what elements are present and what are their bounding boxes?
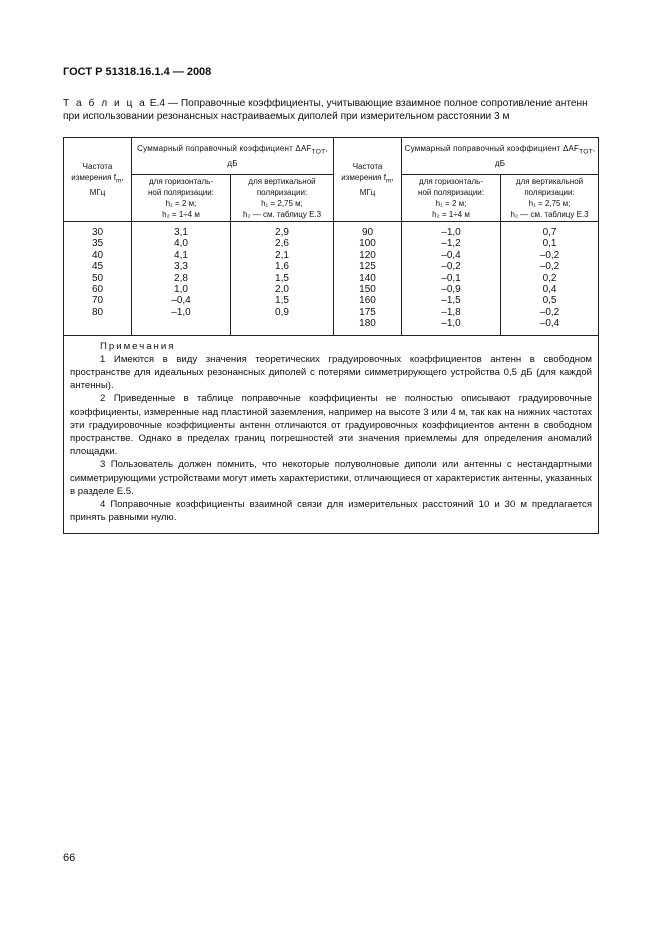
horiz-header-left: для горизонталь- ной поляризации: h₁ = 2 м; h₂ = 1÷4 м (132, 175, 231, 222)
note-1: 1 Имеются в виду значения теоретических градуировочных коэффициентов антенн в свободном пространстве для идеальных резонансных диполей с потерями симметрирующего устройства 0,5 дБ (для каждой антенны). (70, 353, 593, 392)
table-cell-vert: –0,4 (539, 318, 560, 330)
notes-cell (64, 335, 599, 533)
table-cell-freq: 90 (361, 227, 374, 238)
table-cell-horiz: –1,0 (171, 306, 191, 318)
table-cell-horiz: 4,0 (174, 238, 188, 250)
table-cell-vert: –0,2 (539, 249, 560, 261)
table-cell-freq: 125 (359, 261, 376, 273)
table-cell-vert: 0,7 (542, 227, 557, 238)
page-number: 66 (63, 852, 76, 864)
table-cell-vert: 2,9 (275, 227, 289, 238)
table-cell-freq: 80 (91, 306, 104, 318)
table-caption (63, 97, 603, 123)
table-cell-horiz: –1,0 (441, 227, 461, 238)
table-cell-horiz: –0,4 (171, 295, 191, 307)
table-cell-horiz: –1,2 (441, 238, 461, 250)
table-cell-freq: 50 (91, 272, 104, 284)
table-cell-horiz: 3,3 (174, 261, 188, 273)
table-cell-vert: 2,0 (275, 284, 289, 296)
table-cell-freq: 120 (359, 249, 376, 261)
table-cell-freq: 70 (91, 295, 104, 307)
table-cell-horiz: –0,4 (441, 249, 461, 261)
table-cell-horiz: –1,5 (441, 295, 461, 307)
vert-header-left: для вертикальной поляризации: h₁ = 2,75 м; h₂ — см. таблицу Е.3 (231, 175, 334, 222)
table-cell-vert: 0,1 (542, 238, 557, 250)
table-cell-horiz: –0,2 (441, 261, 461, 273)
freq-col-right (334, 222, 402, 336)
table-cell-vert: 0,9 (275, 306, 289, 318)
table-cell-vert: 1,6 (275, 261, 289, 273)
sum-header-left: Суммарный поправочный коэффициент $\Delta AF_{TOT}$, дБ (132, 138, 334, 175)
correction-table (63, 137, 599, 534)
table-cell-vert: 0,5 (542, 295, 557, 307)
vert-header-right: для вертикальной поляризации: h₁ = 2,75 м; h₂ — см. таблицу Е.3 (501, 175, 599, 222)
table-cell-vert: 2,6 (275, 238, 289, 250)
table-cell-horiz: 1,0 (174, 284, 188, 296)
note-4: 4 Поправочные коэффициенты взаимной связи для измерительных расстояний 10 и 30 м предлагается принять равными нулю. (70, 499, 593, 524)
table-cell-freq: 150 (359, 284, 376, 296)
caption-text: Е.4 — Поправочные коэффициенты, учитывающие взаимное полное сопротивление антенн при использовании резонансных настраиваемых диполей при измерительном расстоянии 3 м (63, 98, 588, 122)
table-cell-horiz: 4,1 (174, 249, 188, 261)
freq-header-right: Частота измерения $f_m$, МГц (334, 138, 402, 222)
note-3: 3 Пользователь должен помнить, что некоторые полуволновые диполи или антенны с нестандартными симметрирующими устройствами могут иметь характеристики, отличающиеся от характеристик антенны, указанных в разделе Е.5. (70, 459, 593, 497)
table-cell-freq: 140 (359, 272, 376, 284)
horiz-header-right: для горизонталь- ной поляризации: h₁ = 2 м; h₂ = 1÷4 м (402, 175, 501, 222)
table-cell-vert: 1,5 (275, 272, 289, 284)
table-cell-horiz: –1,0 (441, 318, 461, 330)
table-cell-horiz: 3,1 (174, 227, 188, 238)
table-cell-freq: 180 (359, 318, 376, 330)
table-cell-horiz: –1,8 (441, 306, 461, 318)
vert-col-right (501, 222, 599, 336)
table-cell-freq: 30 (91, 227, 104, 238)
table-cell-freq: 160 (359, 295, 376, 307)
table-cell-horiz: –0,1 (441, 272, 461, 284)
table-cell-vert: 0,4 (542, 284, 557, 296)
freq-col-left (64, 222, 132, 336)
table-cell-vert: 2,1 (275, 249, 289, 261)
document-header: ГОСТ Р 51318.16.1.4 — 2008 (63, 66, 212, 78)
table-cell-freq: 100 (359, 238, 376, 250)
notes-title: Примечания (100, 340, 176, 352)
table-cell-vert: –0,2 (539, 261, 560, 273)
sum-header-right: Суммарный поправочный коэффициент $\Delta AF_{TOT}$, дБ (402, 138, 599, 175)
freq-header-left: Частота измерения $f_m$, МГц (64, 138, 132, 222)
table-cell-freq: 35 (91, 238, 104, 250)
horiz-col-left (132, 222, 231, 336)
table-cell-horiz: –0,9 (441, 284, 461, 296)
table-cell-freq: 45 (91, 261, 104, 273)
caption-lead: Т а б л и ц а (63, 98, 147, 109)
horiz-col-right (402, 222, 501, 336)
table-cell-horiz: 2,8 (174, 272, 188, 284)
table-cell-vert: 0,2 (542, 272, 557, 284)
table-cell-vert: 1,5 (275, 295, 289, 307)
table-cell-vert: –0,2 (539, 306, 560, 318)
table-cell-freq: 175 (359, 306, 376, 318)
note-2: 2 Приведенные в таблице поправочные коэффициенты не полностью описывают градуировочные коэффициенты, измеренные над пластиной заземления, например на высоте 3 или 4 м, так как на нижних частотах эти градуировочные коэффициенты антенн отличаются от градуировочных коэффициентов антенн в свободном пространстве. Однако в пределах границ погрешностей эти значения приемлемы для определения аномалий площадки. (70, 393, 593, 458)
vert-col-left (231, 222, 334, 336)
table-cell-freq: 40 (91, 249, 104, 261)
table-cell-freq: 60 (91, 284, 104, 296)
